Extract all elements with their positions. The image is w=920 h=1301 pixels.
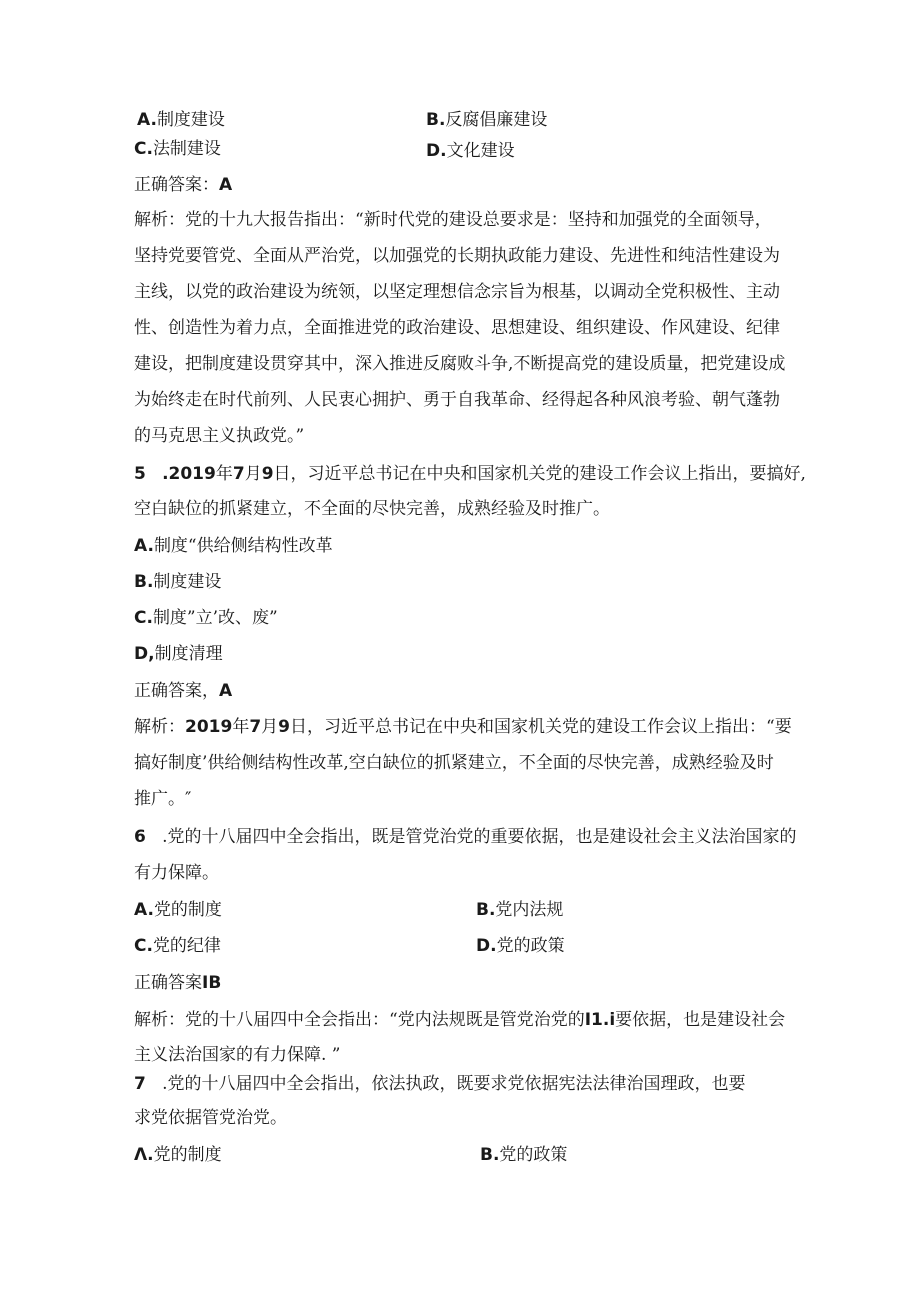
q5-option-c: C.制度”立’改、废” bbox=[134, 608, 278, 628]
q4-analysis-line: 建设，把制度建设贯穿其中，深入推进反腐败斗争,不断提高党的建设质量，把党建设成 bbox=[134, 354, 786, 374]
q4-analysis-line: 为始终走在时代前列、人民衷心拥护、勇于自我革命、经得起各种风浪考验、朝气蓬勃 bbox=[134, 390, 780, 410]
q5-option-a: A.制度“供给侧结构性改革 bbox=[134, 536, 333, 556]
q4-analysis-line: 性、创造性为着力点，全面推进党的政治建设、思想建设、组织建设、作风建设、纪律 bbox=[134, 318, 780, 338]
q7-option-a: Λ.党的制度 bbox=[134, 1145, 222, 1165]
q7-question: 7 .党的十八届四中全会指出，依法执政，既要求党依据宪法法律治国理政，也要 bbox=[134, 1074, 746, 1094]
q6-analysis-line: 主义法治国家的有力保障. ” bbox=[134, 1045, 341, 1065]
q4-analysis-line: 主线，以党的政治建设为统领，以坚定理想信念宗旨为根基，以调动全党积极性、主动 bbox=[134, 282, 780, 302]
q5-answer: 正确答案，A bbox=[134, 681, 233, 701]
q7-option-b: B.党的政策 bbox=[480, 1145, 568, 1165]
q6-question: 6 .党的十八届四中全会指出，既是管党治党的重要依据，也是建设社会主义法治国家的 bbox=[134, 827, 797, 847]
q4-option-b: B.反腐倡廉建设 bbox=[426, 110, 548, 130]
q6-option-c: C.党的纪律 bbox=[134, 936, 221, 956]
q5-analysis-line: 搞好制度’供给侧结构性改革,空白缺位的抓紧建立，不全面的尽快完善，成熟经验及时 bbox=[134, 753, 774, 773]
q7-question-line2: 求党依据管党治党。 bbox=[134, 1108, 287, 1128]
q4-analysis-line: 的马克思主义执政党。” bbox=[134, 426, 305, 446]
q4-option-c: C.法制建设 bbox=[134, 139, 221, 159]
q5-option-b: B.制度建设 bbox=[134, 572, 222, 592]
q6-option-b: B.党内法规 bbox=[476, 900, 564, 920]
q5-analysis-line: 解析：2019年7月9日，习近平总书记在中央和国家机关党的建设工作会议上指出：“要 bbox=[134, 717, 792, 737]
q6-analysis-line: 解析：党的十八届四中全会指出：“党内法规既是管党治党的I1.i要依据，也是建设社会 bbox=[134, 1010, 786, 1030]
q4-analysis-line: 解析：党的十九大报告指出：“新时代党的建设总要求是：坚持和加强党的全面领导， bbox=[134, 210, 772, 230]
q6-answer: 正确答案IB bbox=[134, 973, 222, 993]
q4-option-d: D.文化建设 bbox=[426, 141, 515, 161]
q5-analysis-line: 推广。″ bbox=[134, 789, 192, 809]
q4-answer: 正确答案：A bbox=[134, 175, 233, 195]
q6-question-line2: 有力保障。 bbox=[134, 863, 219, 883]
q4-analysis-line: 坚持党要管党、全面从严治党，以加强党的长期执政能力建设、先进性和纯洁性建设为 bbox=[134, 246, 780, 266]
q6-option-a: A.党的制度 bbox=[134, 900, 222, 920]
q5-question-line2: 空白缺位的抓紧建立，不全面的尽快完善，成熟经验及时推广。 bbox=[134, 499, 610, 519]
q6-option-d: D.党的政策 bbox=[476, 936, 565, 956]
q4-option-a: A.制度建设 bbox=[137, 110, 225, 130]
q5-option-d: D,制度清理 bbox=[134, 644, 223, 664]
q5-question: 5 .2019年7月9日，习近平总书记在中央和国家机关党的建设工作会议上指出，要搞好, bbox=[134, 464, 806, 484]
